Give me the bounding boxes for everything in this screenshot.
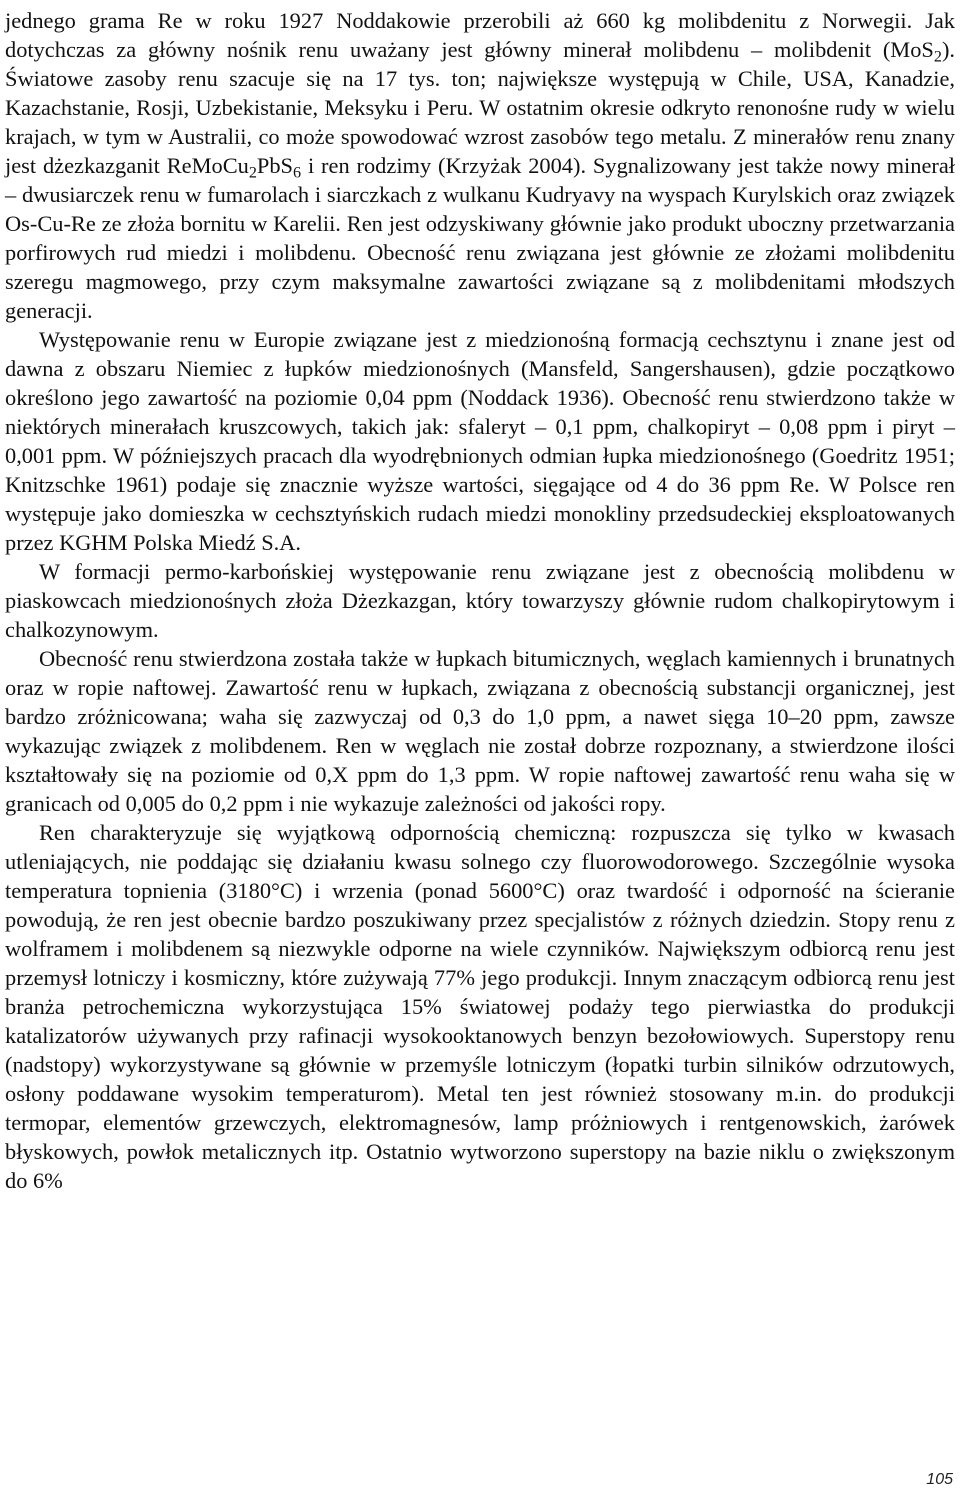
text-segment: Obecność renu stwierdzona została także w łupkach bitumicznych, węglach kamiennych i brunatnych oraz w ropie naftowej. Zawartość renu w łupkach, związana z obecnością substancji organicznej, jest bardzo zróżnicowana; waha się zazwyczaj od 0,3 do 1,0 ppm, a nawet sięga 10–20 ppm, zawsze wykazując związek z molibdenem. Ren w węglach nie został dobrze rozpoznany, a stwierdzone ilości kształtowały się na poziomie od 0,X ppm do 1,3 ppm. W ropie naftowej zawartość renu waha się w granicach od 0,005 do 0,2 ppm i nie wykazuje zależności od jakości ropy. [5, 646, 955, 816]
document-page [5, 0, 955, 1494]
paragraph-2 [5, 325, 955, 557]
text-segment: jednego grama Re w roku 1927 Noddakowie przerobili aż 660 kg molibdenitu z Norwegii. Jak dotychczas za główny nośnik renu uważany jest główny minerał molibdenu – molibdenit (MoS [5, 8, 955, 62]
page-number: 105 [926, 1471, 953, 1488]
paragraph-3 [5, 557, 955, 644]
text-segment: ). Światowe zasoby renu szacuje się na 17 tys. ton; największe występują w Chile, USA, Kanadzie, Kazachstanie, Rosji, Uzbekistanie, Meksyku i Peru. W ostatnim okresie odkryto renonośne rudy w wielu krajach, w tym w Australii, co może spowodować wzrost zasobów tego metalu. Z minerałów renu znany jest dżezkazganit ReMoCu [5, 37, 955, 178]
paragraph-1 [5, 6, 955, 325]
text-segment: Występowanie renu w Europie związane jest z miedzionośną formacją cechsztynu i znane jest od dawna z obszaru Niemiec z łupków miedzionośnych (Mansfeld, Sangershausen), gdzie początkowo określono jego zawartość na poziomie 0,04 ppm (Noddack 1936). Obecność renu stwierdzono także w niektórych minerałach kruszcowych, takich jak: sfaleryt – 0,1 ppm, chalkopiryt – 0,08 ppm i piryt – 0,001 ppm. W późniejszych pracach dla wyodrębnionych odmian łupka miedzionośnego (Goedritz 1951; Knitzschke 1961) podaje się znacznie wyższe wartości, sięgające od 4 do 36 ppm Re. W Polsce ren występuje jako domieszka w cechsztyńskich rudach miedzi monokliny przedsudeckiej eksploatowanych przez KGHM Polska Miedź S.A. [5, 327, 955, 555]
subscript: 2 [933, 48, 942, 66]
paragraph-4 [5, 644, 955, 818]
text-segment: Ren charakteryzuje się wyjątkową odpornością chemiczną: rozpuszcza się tylko w kwasach utleniających, nie poddając się działaniu kwasu solnego czy fluorowodorowego. Szczególnie wysoka temperatura topnienia (3180°C) i wrzenia (ponad 5600°C) oraz twardość i odporność na ścieranie powodują, że ren jest obecnie bardzo poszukiwany przez specjalistów z różnych dziedzin. Stopy renu z wolframem i molibdenem są niezwykle odporne na wiele czynników. Największym odbiorcą renu jest przemysł lotniczy i kosmiczny, które zużywają 77% jego produkcji. Innym znaczącym odbiorcą renu jest branża petrochemiczna wykorzystująca 15% światowej podaży tego pierwiastka do produkcji katalizatorów używanych przy rafinacji wysokooktanowych benzyn bezołowiowych. Superstopy renu (nadstopy) wykorzystywane są głównie w przemyśle lotniczym (łopatki turbin silników odrzutowych, osłony poddawane wysokim temperaturom). Metal ten jest również stosowany m.in. do produkcji termopar, elementów grzewczych, elektromagnesów, lamp próżniowych i rentgenowskich, żarówek błyskowych, powłok metalicznych itp. Ostatnio wytworzono superstopy na bazie niklu o zwiększonym do 6% [5, 820, 955, 1193]
subscript: 2 [248, 164, 257, 182]
text-segment: W formacji permo-karbońskiej występowanie renu związane jest z obecnością molibdenu w piaskowcach miedzionośnych złoża Dżezkazgan, który towarzyszy głównie rudom chalkopirytowym i chalkozynowym. [5, 559, 955, 642]
text-segment: i ren rodzimy (Krzyżak 2004). Sygnalizowany jest także nowy minerał – dwusiarczek renu w fumarolach i siarczkach z wulkanu Kudryavy na wyspach Kurylskich oraz związek Os-Cu-Re ze złoża bornitu w Karelii. Ren jest odzyskiwany głównie jako produkt uboczny przetwarzania porfirowych rud miedzi i molibdenu. Obecność renu związana jest głównie ze złożami molibdenitu szeregu magmowego, przy czym maksymalne zawartości związane są z molibdenitami młodszych generacji. [5, 153, 955, 323]
subscript: 6 [293, 164, 302, 182]
body-text [5, 6, 955, 1195]
paragraph-5 [5, 818, 955, 1195]
text-segment: PbS [256, 153, 293, 178]
